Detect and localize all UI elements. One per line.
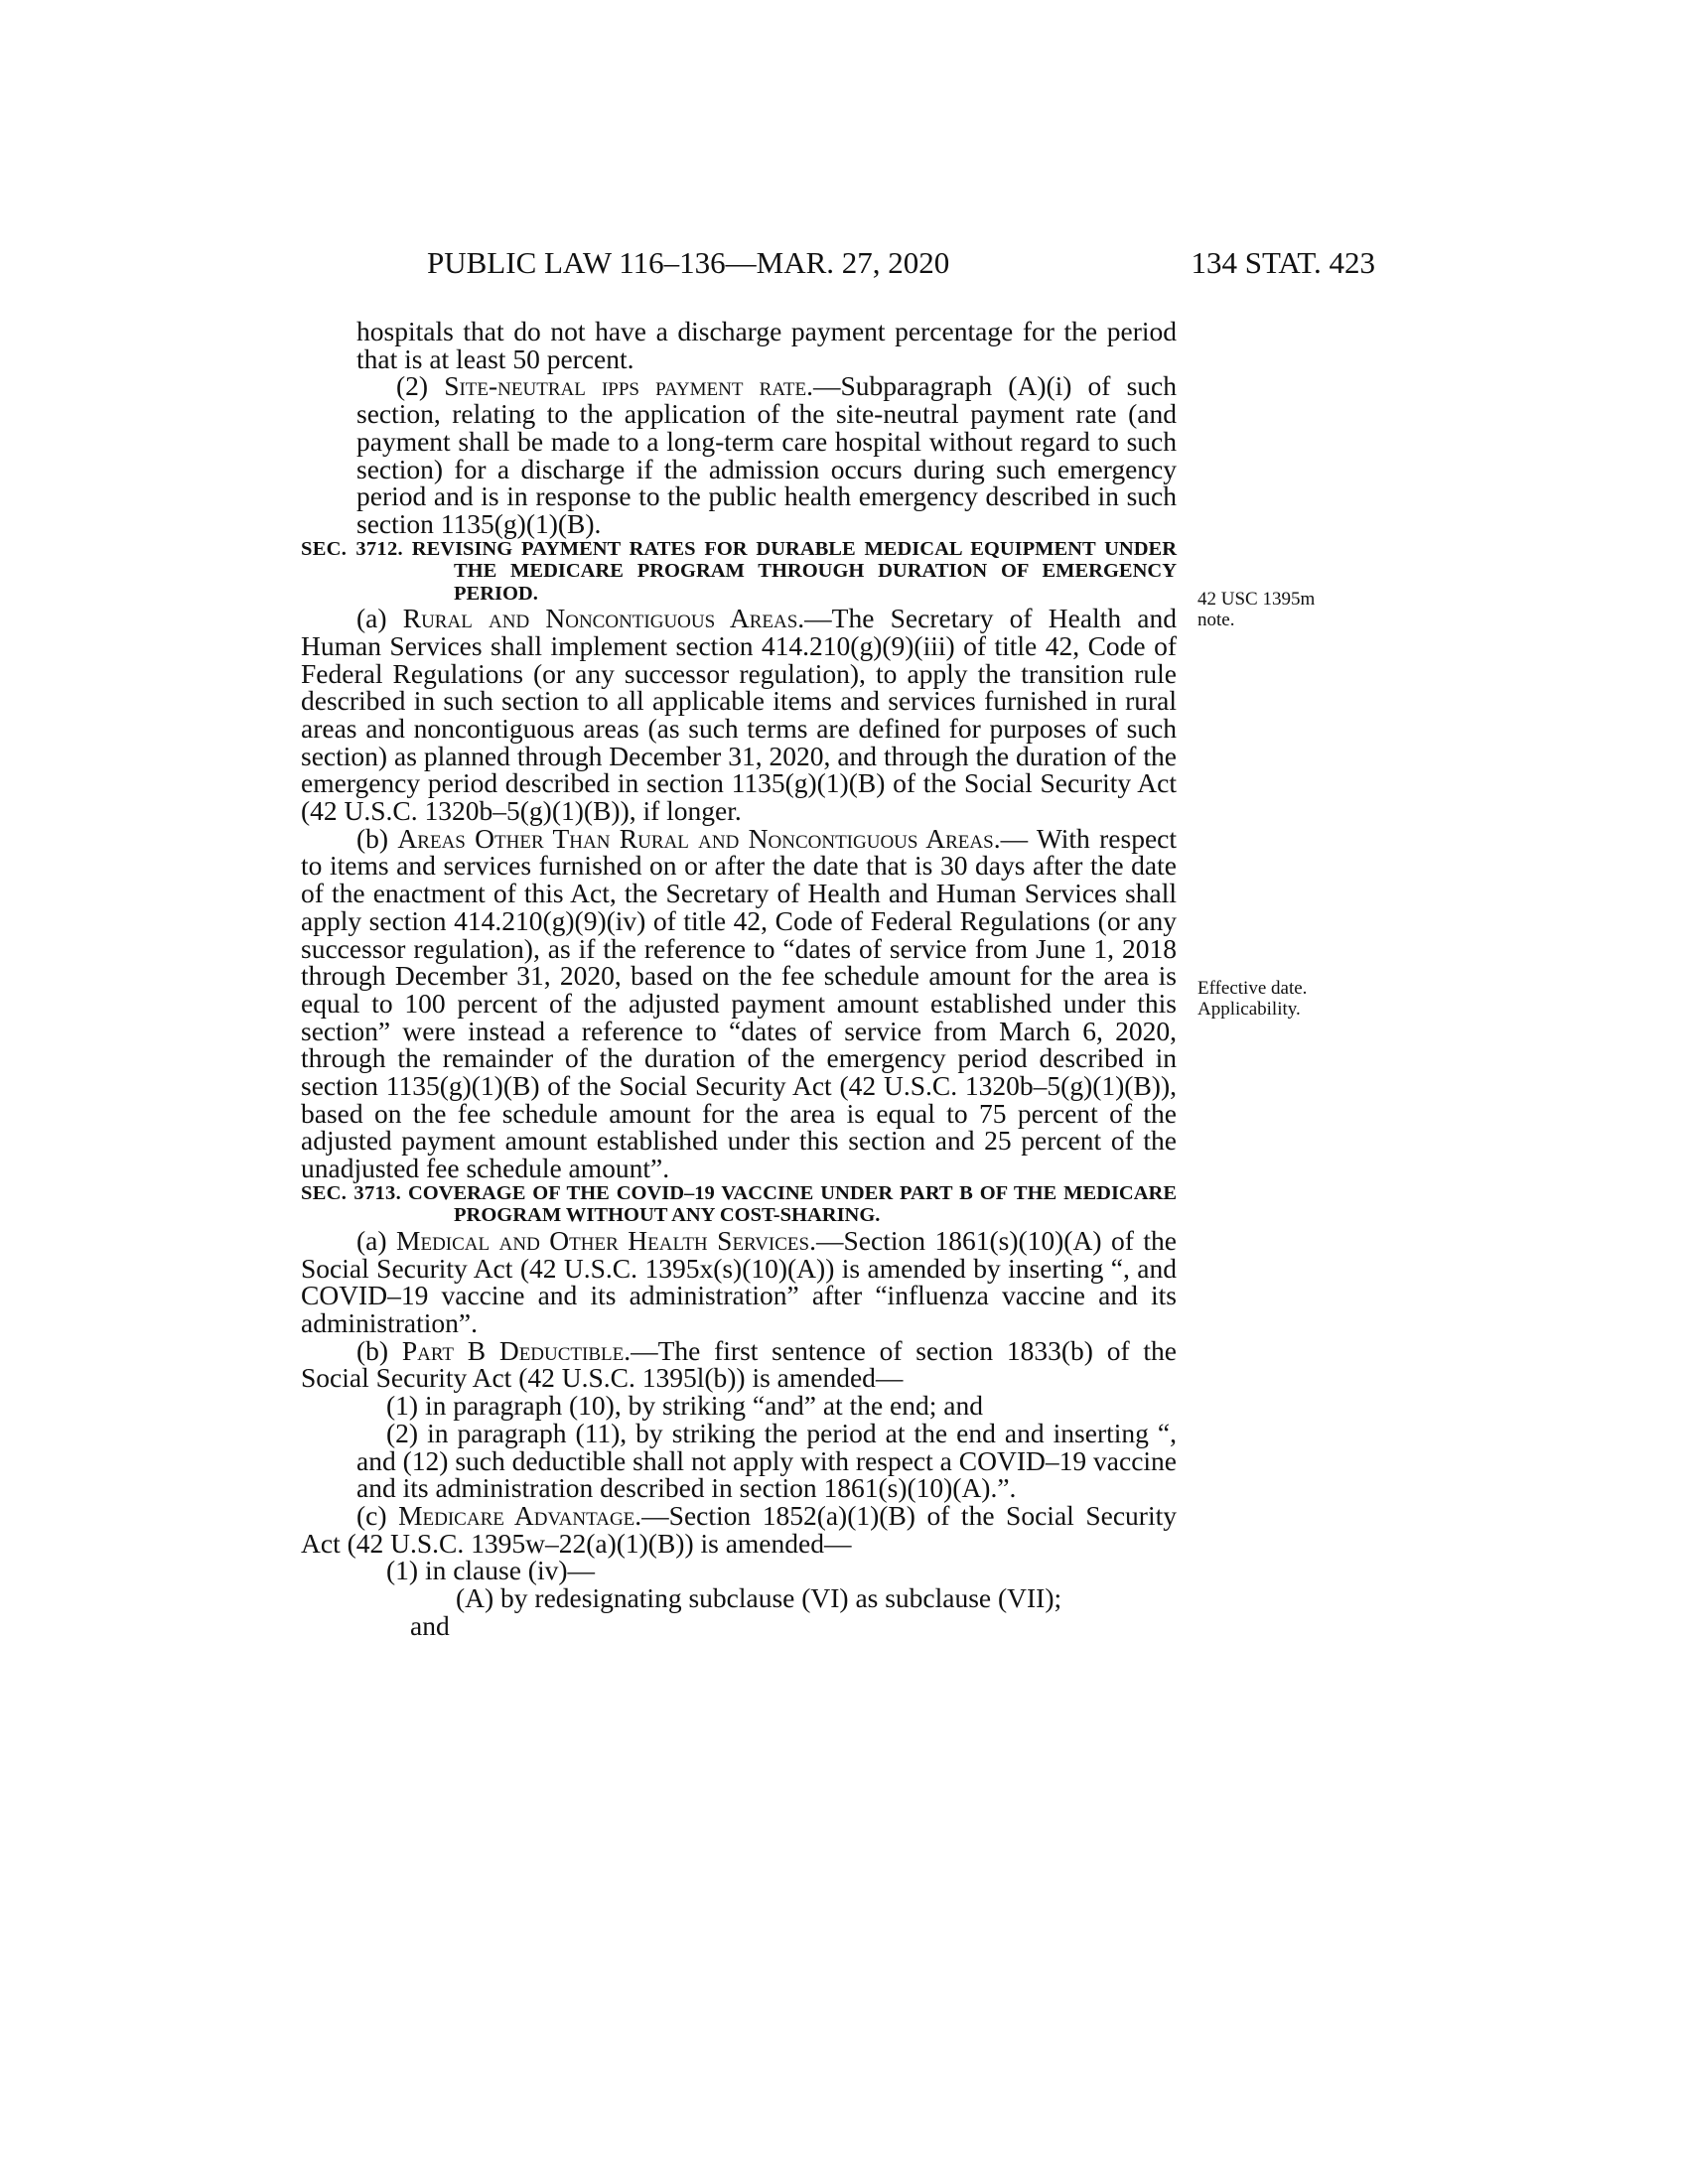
section-3712-a-heading: Rural and Noncontiguous Areas — [402, 603, 798, 634]
section-3713-a-heading: Medical and Other Health Services — [396, 1224, 810, 1256]
margin-note-applicability: Applicability. — [1197, 999, 1301, 1020]
section-3713-c-heading: Medicare Advantage — [398, 1499, 635, 1531]
section-3712-b-heading: Areas Other Than Rural and Noncontiguous Areas — [397, 822, 994, 854]
section-3713-b-2: (2) in paragraph (11), by striking the period at the end and inserting “, and (12) such deductible shall not apply with respect a COVID–19 vaccine and its administration described in section 1861(s)(10)(A).”. — [356, 1417, 1177, 1504]
margin-note-usc — [1197, 589, 1396, 630]
intro-paragraph-2-heading: Site-neutral ipps payment rate — [444, 370, 807, 402]
intro-continuation: hospitals that do not have a discharge payment percentage for the period that is at least 50 percent. — [356, 316, 1177, 374]
margin-note-effective-date: Effective date. — [1197, 978, 1308, 999]
section-3712-a: (a) Rural and Noncontiguous Areas.—The Secretary of Health and Human Services shall implement section 414.210(g)(9)(iii) of title 42, Code of Federal Regulations (or any successor regulation), to apply the transition rule described in such section to all applicable items and services furnished in rural areas and noncontiguous areas (as such terms are defined for purposes of such section) as planned through December 31, 2020, and through the duration of the emergency period described in section 1135(g)(1)(B) of the Social Security Act (42 U.S.C. 1320b–5(g)(1)(B)), if longer. — [301, 603, 1177, 827]
page-header — [427, 245, 1375, 285]
section-3713-c-1-A: (A) by redesignating subclause (VI) as subclause (VII); — [456, 1582, 1062, 1614]
section-3712-b: (b) Areas Other Than Rural and Noncontiguous Areas.— With respect to items and services furnished on or after the date that is 30 days after the date of the enactment of this Act, the Secretary of Health and Human Services shall apply section 414.210(g)(9)(iv) of title 42, Code of Federal Regulations (or any successor regulation), as if the reference to “dates of service from June 1, 2018 through December 31, 2020, based on the fee schedule amount for the area is equal to 100 percent of the adjusted payment amount established under this section” were instead a reference to “dates of service from March 6, 2020, through the remainder of the duration of the emergency period described in section 1135(g)(1)(B) of the Social Security Act (42 U.S.C. 1320b–5(g)(1)(B)), based on the fee schedule amount for the area is equal to 75 percent of the adjusted payment amount established under this section and 25 percent of the unadjusted fee schedule amount”. — [301, 822, 1177, 1184]
intro-paragraph-2: (2) Site-neutral ipps payment rate.—Subparagraph (A)(i) of such section, relating to the application of the site-neutral payment rate (and payment shall be made to a long-term care hospital without regard to such section) for a discharge if the admission occurs during such emergency period and is in response to the public health emergency described in such section 1135(g)(1)(B). — [356, 370, 1177, 539]
section-3713-c-1-A-continued: and — [410, 1609, 450, 1641]
section-3713-c-1: (1) in clause (iv)— — [386, 1555, 595, 1586]
section-3713-a: (a) Medical and Other Health Services.—Section 1861(s)(10)(A) of the Social Security Act (42 U.S.C. 1395x(s)(10)(A)) is amended by inserting “, and COVID–19 vaccine and its administration” after “influenza vaccine and its administration”. — [301, 1224, 1177, 1338]
document-body — [301, 318, 1177, 1639]
public-law-title: PUBLIC LAW 116–136—MAR. 27, 2020 — [427, 245, 950, 280]
margin-note-usc-line1: 42 USC 1395m — [1197, 589, 1316, 610]
section-3712-heading: SEC. 3712. REVISING PAYMENT RATES FOR DURABLE MEDICAL EQUIPMENT UNDER THE MEDICARE PROGRAM THROUGH DURATION OF EMERGENCY PERIOD. — [301, 537, 1177, 605]
margin-note-usc-line2: note. — [1197, 610, 1235, 630]
margin-note-effective — [1197, 978, 1396, 1020]
section-3713-b-heading: Part B Deductible — [401, 1334, 625, 1366]
section-3713-b: (b) Part B Deductible.—The first sentence of section 1833(b) of the Social Security Act (42 U.S.C. 1395l(b)) is amended— — [301, 1334, 1177, 1394]
section-3713-heading: SEC. 3713. COVERAGE OF THE COVID–19 VACCINE UNDER PART B OF THE MEDICARE PROGRAM WITHOUT ANY COST-SHARING. — [301, 1181, 1178, 1227]
section-3713-b-1: (1) in paragraph (10), by striking “and” at the end; and — [386, 1390, 983, 1422]
statute-page-number: 134 STAT. 423 — [1191, 245, 1375, 280]
section-3713-c: (c) Medicare Advantage.—Section 1852(a)(1)(B) of the Social Security Act (42 U.S.C. 1395w–22(a)(1)(B)) is amended— — [301, 1499, 1177, 1559]
